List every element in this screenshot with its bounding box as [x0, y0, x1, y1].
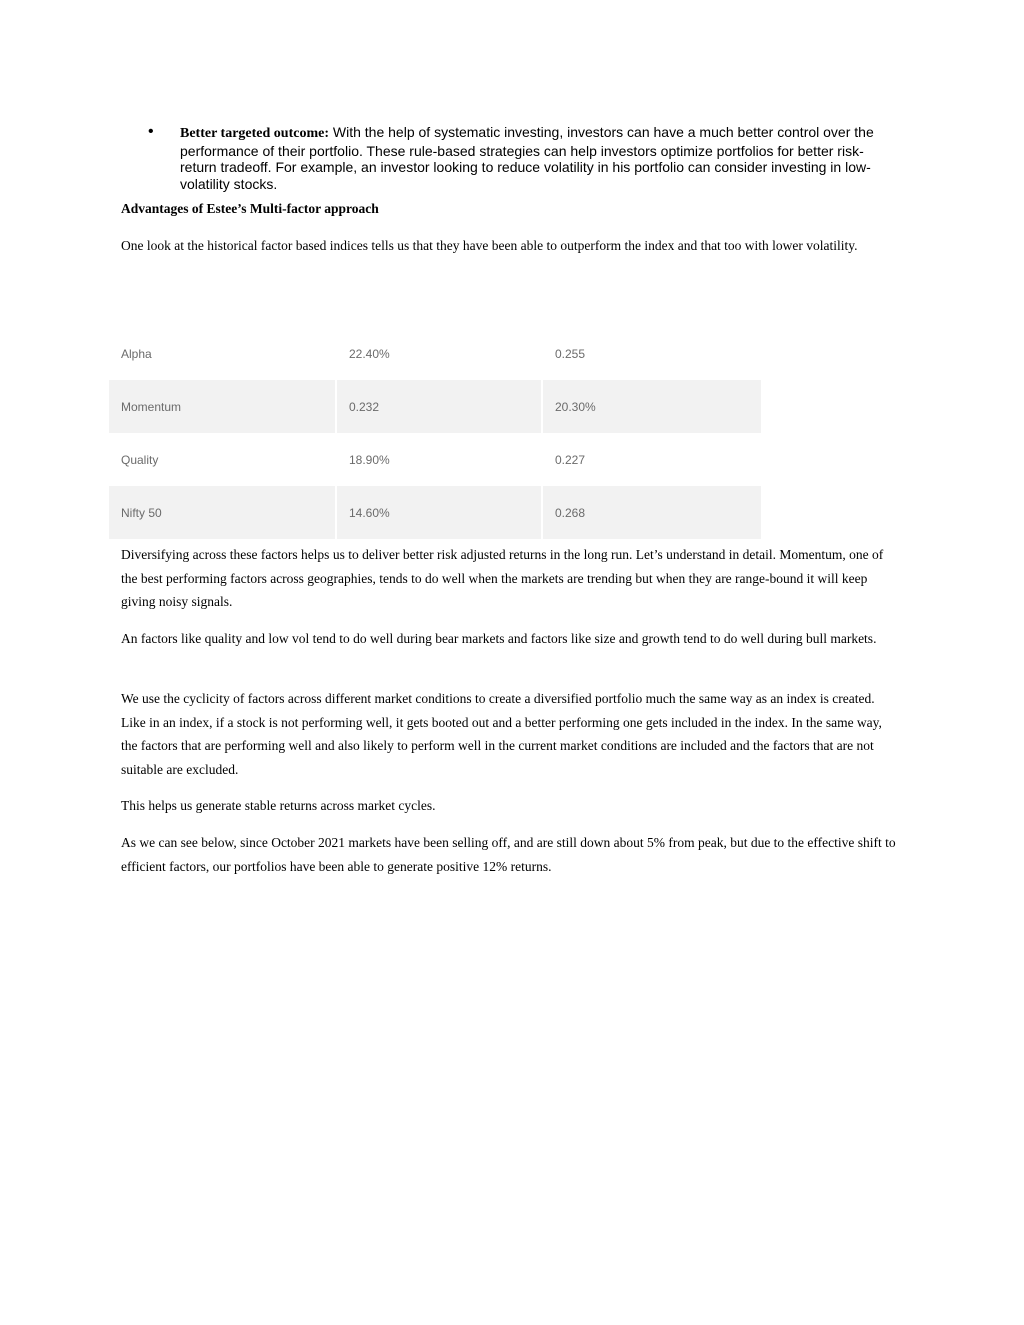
- factor-name-cell: Momentum: [109, 380, 335, 433]
- factor-name-cell: Quality: [121, 452, 159, 467]
- bullet-text: [180, 124, 900, 192]
- bullet-body: With the help of systematic investing, investors can have a much better control over the performance of their portfolio. These rule-based strategies can help investors optimize portfolios for better risk-return tradeoff. For example, an investor looking to reduce volatility in his portfolio can consider investing in low-volatility stocks.: [180, 124, 874, 192]
- value-cell: 0.255: [555, 346, 586, 361]
- factor-table: [107, 327, 763, 539]
- bullet-lead: Better targeted outcome:: [180, 126, 330, 141]
- value-cell: 0.268: [543, 486, 761, 539]
- body-paragraph: This helps us generate stable returns across market cycles.: [121, 798, 436, 813]
- table-row: [109, 327, 761, 380]
- value-cell: 22.40%: [349, 346, 390, 361]
- value-cell: 0.227: [555, 452, 586, 467]
- body-paragraph: An factors like quality and low vol tend to do well during bear markets and factors like size and growth tend to do well during bull markets.: [121, 631, 877, 646]
- value-cell: 20.30%: [543, 380, 761, 433]
- factor-name-cell: Alpha: [121, 346, 152, 361]
- table-row: [109, 486, 761, 539]
- value-cell: 18.90%: [349, 452, 390, 467]
- body-paragraph: As we can see below, since October 2021 markets have been selling off, and are still down about 5% from peak, but due to the effective shift to efficient factors, our portfolios have been able to generate positive 12% returns.: [121, 835, 896, 874]
- table-row: [109, 380, 761, 433]
- section-heading: Advantages of Estee’s Multi-factor approach: [121, 201, 379, 216]
- bullet-dot-icon: •: [148, 123, 154, 140]
- factor-name-cell: Nifty 50: [109, 486, 335, 539]
- body-paragraph: We use the cyclicity of factors across different market conditions to create a diversified portfolio much the same way as an index is created. Like in an index, if a stock is not performing well, it gets booted out and a better performing one gets included in the index. In the same way, the factors that are performing well and also likely to perform well in the current market conditions are included and the factors that are not suitable are excluded.: [121, 691, 882, 777]
- value-cell: 0.232: [337, 380, 541, 433]
- value-cell: 14.60%: [337, 486, 541, 539]
- intro-paragraph: One look at the historical factor based indices tells us that they have been able to outperform the index and that too with lower volatility.: [121, 238, 858, 253]
- body-paragraph: Diversifying across these factors helps us to deliver better risk adjusted returns in the long run. Let’s understand in detail. Momentum, one of the best performing factors across geographies, tends to do well when the markets are trending but when they are range-bound it will keep giving noisy signals.: [121, 547, 884, 609]
- table-row: [109, 433, 761, 486]
